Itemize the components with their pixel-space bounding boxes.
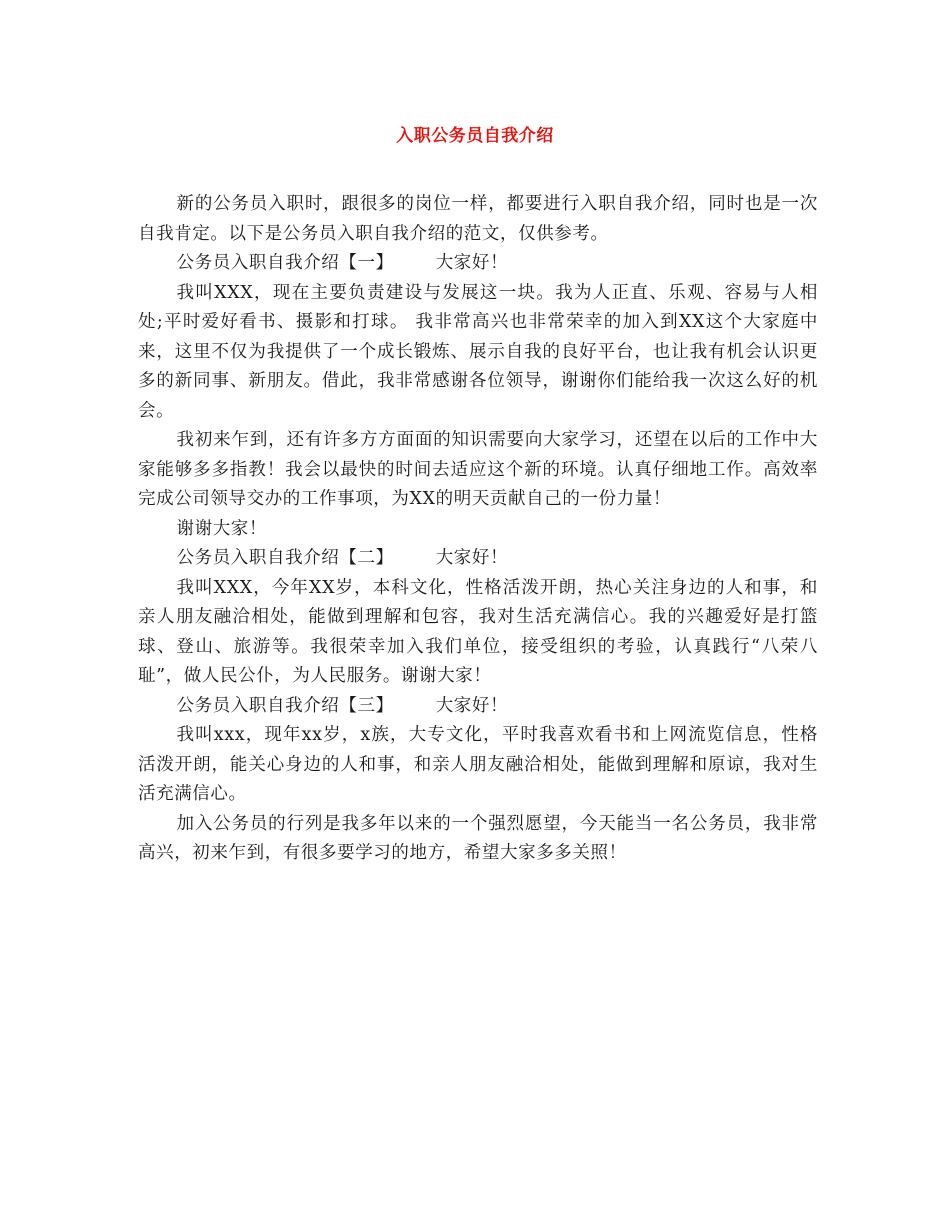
section-2-paragraph-1: 我叫XXX，今年XX岁，本科文化，性格活泼开朗，热心关注身边的人和事，和亲人朋友融洽相处，能做到理解和包容，我对生活充满信心。我的兴趣爱好是打篮球、登山、旅游等。我很荣幸加入我们单位，接受组织的考验，认真践行“八荣八耻”，做人民公仆，为人民服务。谢谢大家！ (138, 577, 818, 686)
document-title: 入职公务员自我介绍 (396, 126, 554, 146)
section-heading-1 (138, 249, 818, 279)
document-body (138, 190, 818, 869)
section-title-3: 公务员入职自我介绍【三】 (176, 695, 394, 716)
section-heading-3 (138, 692, 818, 722)
section-title-2: 公务员入职自我介绍【二】 (176, 548, 394, 568)
section-heading-2 (138, 544, 818, 574)
section-1-paragraph-1: 我叫XXX，现在主要负责建设与发展这一块。我为人正直、乐观、容易与人相处;平时爱好看书、摄影和打球。 我非常高兴也非常荣幸的加入到XX这个大家庭中来，这里不仅为我提供了一个成长锻炼、展示自我的良好平台，也让我有机会认识更多的新同事、新朋友。借此，我非常感谢各位领导，谢谢你们能给我一次这么好的机会。 (138, 282, 818, 421)
section-greeting-2: 大家好！ (435, 548, 509, 568)
section-3-paragraph-1: 我叫xxx，现年xx岁，x族，大专文化，平时我喜欢看书和上网流览信息，性格活泼开朗，能关心身边的人和事，和亲人朋友融洽相处，能做到理解和原谅，我对生活充满信心。 (138, 725, 818, 804)
section-1-paragraph-2: 我初来乍到，还有许多方方面面的知识需要向大家学习，还望在以后的工作中大家能够多多指教！我会以最快的时间去适应这个新的环境。认真仔细地工作。高效率完成公司领导交办的工作事项，为XX的明天贡献自己的一份力量！ (138, 430, 818, 509)
section-title-1: 公务员入职自我介绍【一】 (176, 253, 394, 273)
intro-paragraph: 新的公务员入职时，跟很多的岗位一样，都要进行入职自我介绍，同时也是一次自我肯定。以下是公务员入职自我介绍的范文，仅供参考。 (138, 194, 818, 244)
section-1-paragraph-3: 谢谢大家！ (176, 518, 267, 539)
section-greeting-1: 大家好！ (435, 253, 509, 273)
section-greeting-3: 大家好！ (435, 695, 509, 716)
section-3-paragraph-2: 加入公务员的行列是我多年以来的一个强烈愿望，今天能当一名公务员，我非常高兴，初来乍到，有很多要学习的地方，希望大家多多关照！ (138, 813, 818, 863)
